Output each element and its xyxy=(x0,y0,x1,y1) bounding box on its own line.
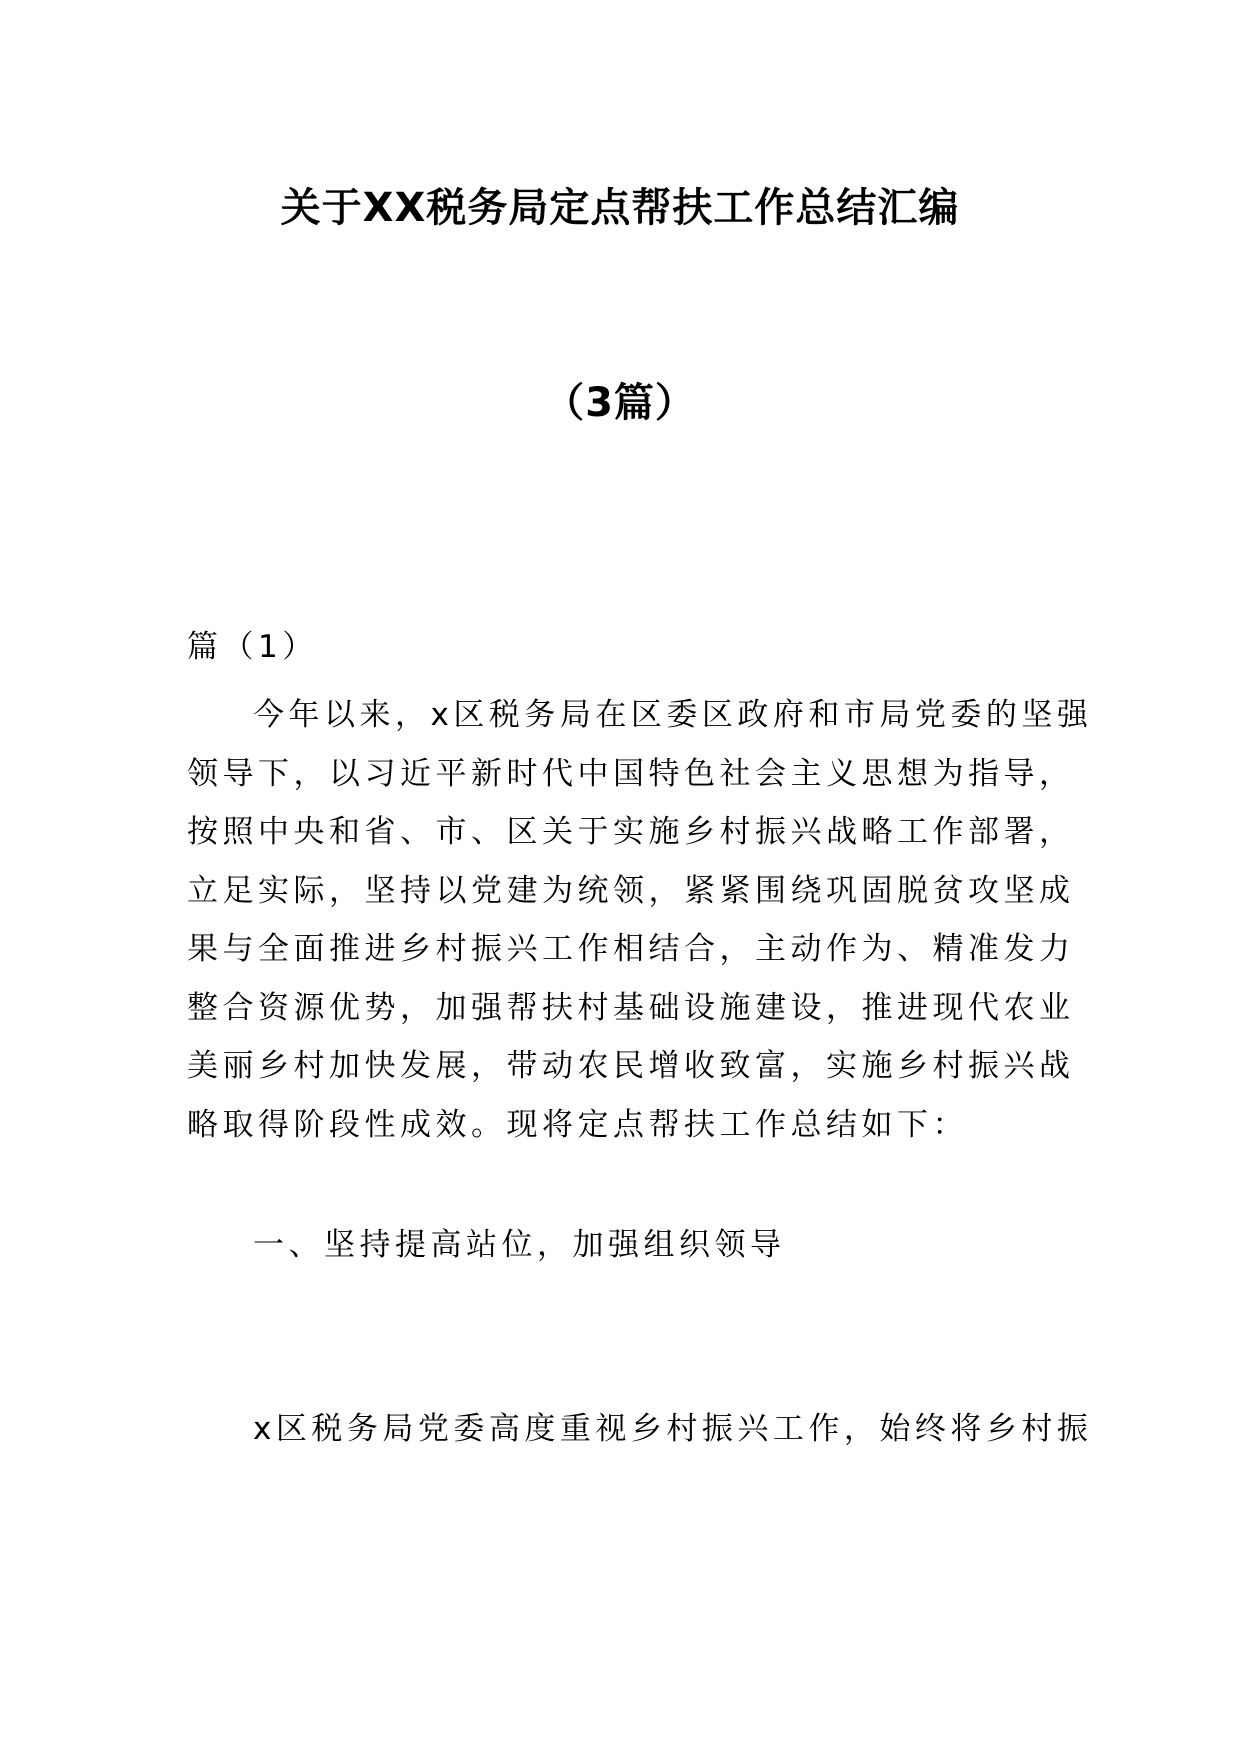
paragraph-line: x区税务局党委高度重视乡村振兴工作，始终将乡村振 xyxy=(253,1411,1093,1447)
paragraph-line: 果与全面推进乡村振兴工作相结合，主动作为、精准发力 xyxy=(187,931,1075,967)
section-label: 篇（1） xyxy=(187,629,318,665)
paragraph-line: 立足实际，坚持以党建为统领，紧紧围绕巩固脱贫攻坚成 xyxy=(187,872,1075,909)
section-heading-1: 一、坚持提高站位，加强组织领导 xyxy=(253,1227,786,1263)
paragraph-1 xyxy=(187,686,1093,1154)
paragraph-line: 美丽乡村加快发展，带动农民增收致富，实施乡村振兴战 xyxy=(187,1048,1075,1084)
paragraph-line: 领导下，以习近平新时代中国特色社会主义思想为指导， xyxy=(187,755,1075,792)
document-title: 关于XX税务局定点帮扶工作总结汇编 xyxy=(280,185,960,231)
paragraph-line: 今年以来，x区税务局在区委区政府和市局党委的坚强 xyxy=(253,697,1093,733)
paragraph-line: 按照中央和省、市、区关于实施乡村振兴战略工作部署， xyxy=(187,814,1075,850)
paragraph-line: 略取得阶段性成效。现将定点帮扶工作总结如下： xyxy=(187,1106,968,1143)
paragraph-2 xyxy=(187,1400,1093,1459)
document-subtitle: （3篇） xyxy=(544,380,696,426)
paragraph-line: 整合资源优势，加强帮扶村基础设施建设，推进现代农业 xyxy=(187,989,1075,1026)
